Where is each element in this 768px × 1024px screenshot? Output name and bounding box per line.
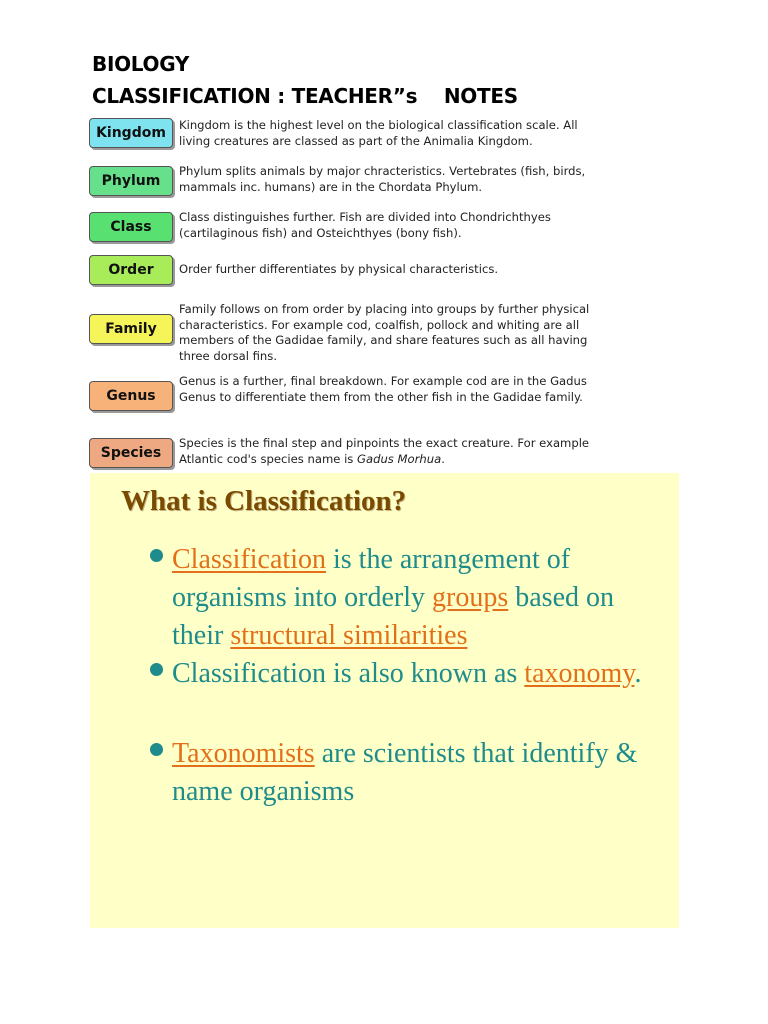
slide-title: What is Classification? xyxy=(121,485,407,517)
bullet-icon xyxy=(150,743,163,756)
rank-badge-phylum: Phylum xyxy=(89,166,173,196)
rank-description-class: Class distinguishes further. Fish are divided into Chondrichthyes (cartilaginous fish) and Osteichthyes (bony fish). xyxy=(179,210,551,240)
rank-badge-class: Class xyxy=(89,212,173,242)
rank-badge-order: Order xyxy=(89,255,173,285)
bullet-icon xyxy=(150,663,163,676)
bullet-item-taxonomy: Classification is also known as taxonomy. xyxy=(172,655,642,693)
classification-slide xyxy=(90,473,679,928)
rank-description-species: Species is the final step and pinpoints the exact creature. For example Atlantic cod's species name is Gadus Morhua. xyxy=(179,436,590,466)
bullet-item-taxonomists: Taxonomists are scientists that identify & name organisms xyxy=(172,735,642,811)
species-name: Gadus Morhua xyxy=(357,451,442,466)
page-header xyxy=(92,48,518,112)
bullet-item-definition: Classification is the arrangement of organisms into orderly groups based on their structural similarities xyxy=(172,541,642,655)
notes-title: CLASSIFICATION : TEACHER”s NOTES xyxy=(92,84,518,108)
rank-badge-family: Family xyxy=(89,314,173,344)
rank-description-kingdom: Kingdom is the highest level on the biological classification scale. All living creatures are classed as part of the Animalia Kingdom. xyxy=(179,118,578,148)
rank-badge-species: Species xyxy=(89,438,173,468)
subject-title: BIOLOGY xyxy=(92,52,190,76)
rank-description-genus: Genus is a further, final breakdown. For example cod are in the Gadus Genus to differentiate them from the other fish in the Gadidae family. xyxy=(179,374,587,404)
rank-description-phylum: Phylum splits animals by major chracteristics. Vertebrates (fish, birds, mammals inc. humans) are in the Chordata Phylum. xyxy=(179,164,586,194)
rank-badge-genus: Genus xyxy=(89,381,173,411)
rank-badge-kingdom: Kingdom xyxy=(89,118,173,148)
bullet-icon xyxy=(150,549,163,562)
rank-description-family: Family follows on from order by placing into groups by further physical characteristics. For example cod, coalfish, pollock and whiting are all members of the Gadidae family, and share features such as all having three dorsal fins. xyxy=(179,302,590,363)
rank-description-order: Order further differentiates by physical characteristics. xyxy=(179,262,499,276)
